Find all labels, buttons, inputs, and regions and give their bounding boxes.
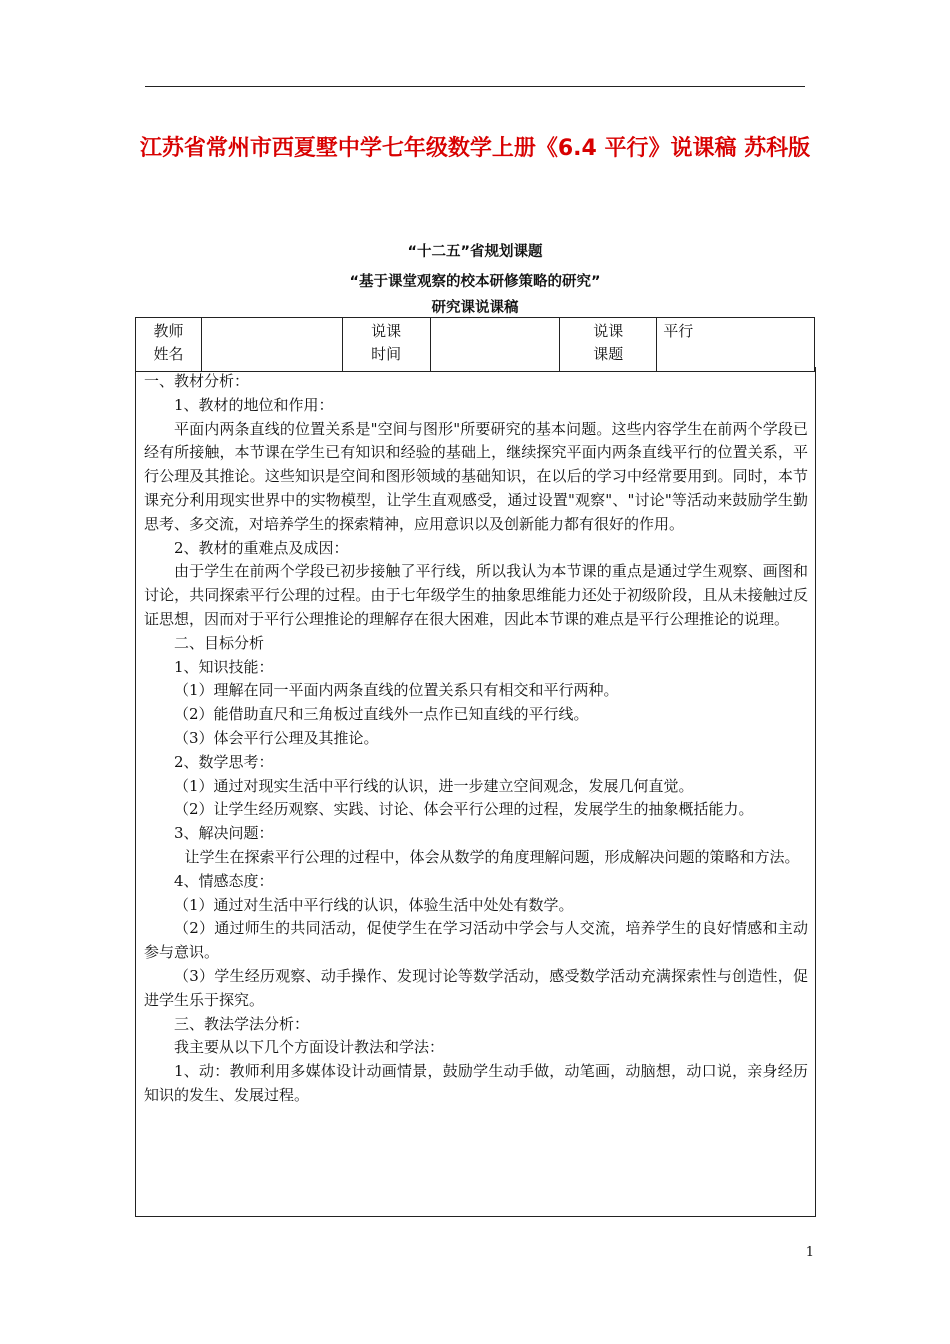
lesson-info-table: [135, 317, 815, 372]
list-item: （2）让学生经历观察、实践、讨论、体会平行公理的过程，发展学生的抽象概括能力。: [174, 800, 754, 819]
document-title: 江苏省常州市西夏墅中学七年级数学上册《6.4 平行》说课稿 苏科版: [139, 136, 811, 161]
lesson-content: [135, 367, 816, 1217]
section-heading: 三、教法学法分析：: [174, 1014, 310, 1033]
time-label: 说课 时间: [342, 318, 430, 372]
topic-value: 平行: [657, 318, 815, 372]
list-item: （3）学生经历观察、动手操作、发现讨论等数学活动，感受数学活动充满探索性与创造性，促进学生乐于探究。: [144, 966, 808, 1009]
paragraph: 让学生在探索平行公理的过程中，体会从数学的角度理解问题，形成解决问题的策略和方法。: [184, 847, 800, 866]
subsection-heading: 1、知识技能：: [174, 657, 274, 676]
topic-label: 说课 课题: [560, 318, 657, 372]
info-row: [136, 318, 815, 372]
list-item: （3）体会平行公理及其推论。: [174, 728, 379, 747]
list-item: （1）理解在同一平面内两条直线的位置关系只有相交和平行两种。: [174, 681, 619, 700]
subsection-heading: 1、教材的地位和作用：: [174, 395, 334, 414]
subsection-heading: 2、数学思考：: [174, 752, 274, 771]
subsection-heading: 3、解决问题：: [174, 824, 274, 843]
time-value: [430, 318, 560, 372]
header-rule: [145, 86, 805, 87]
research-topic: “基于课堂观察的校本研修策略的研究”: [349, 274, 601, 290]
section-heading: 二、目标分析: [174, 633, 265, 652]
list-item: （2）通过师生的共同活动，促使学生在学习活动中学会与人交流，培养学生的良好情感和主动参与意识。: [144, 919, 808, 962]
paragraph: 由于学生在前两个学段已初步接触了平行线，所以我认为本节课的重点是通过学生观察、画图和讨论，共同探索平行公理的过程。由于七年级学生的抽象思维能力还处于初级阶段，且从未接触过反证思想，因而对于平行公理推论的理解存在很大困难，因此本节课的难点是平行公理推论的说理。: [144, 562, 808, 628]
list-item: （1）通过对生活中平行线的认识，体验生活中处处有数学。: [174, 895, 574, 914]
list-item: （2）能借助直尺和三角板过直线外一点作已知直线的平行线。: [174, 705, 589, 724]
subsection-heading: 2、教材的重难点及成因：: [174, 538, 349, 557]
paragraph: 1、动：教师利用多媒体设计动画情景，鼓励学生动手做，动笔画，动脑想，动口说，亲身经历知识的发生、发展过程。: [144, 1062, 808, 1104]
teacher-value: [201, 318, 342, 372]
subsection-heading: 4、情感态度：: [174, 871, 274, 890]
teacher-label: 教师 姓名: [136, 318, 202, 372]
paragraph: 平面内两条直线的位置关系是"空间与图形"所要研究的基本问题。这些内容学生在前两个学段已经有所接触，本节课在学生已有知识和经验的基础上，继续探究平面内两条直线平行的位置关系，平行公理及其推论。这些知识是空间和图形领域的基础知识，在以后的学习中经常要用到。同时，本节课充分利用现实世界中的实物模型，让学生直观感受，通过设置"观察"、"讨论"等活动来鼓励学生勤思考、多交流，对培养学生的探索精神，应用意识以及创新能力都有很好的作用。: [144, 419, 808, 533]
paragraph: 我主要从以下几个方面设计教法和学法：: [174, 1038, 445, 1057]
document-type: 研究课说课稿: [431, 300, 519, 316]
list-item: （1）通过对现实生活中平行线的认识，进一步建立空间观念，发展几何直觉。: [174, 776, 694, 795]
section-heading: 一、教材分析：: [144, 372, 250, 390]
page-number: 1: [805, 1245, 814, 1260]
project-label: “十二五”省规划课题: [407, 244, 543, 260]
